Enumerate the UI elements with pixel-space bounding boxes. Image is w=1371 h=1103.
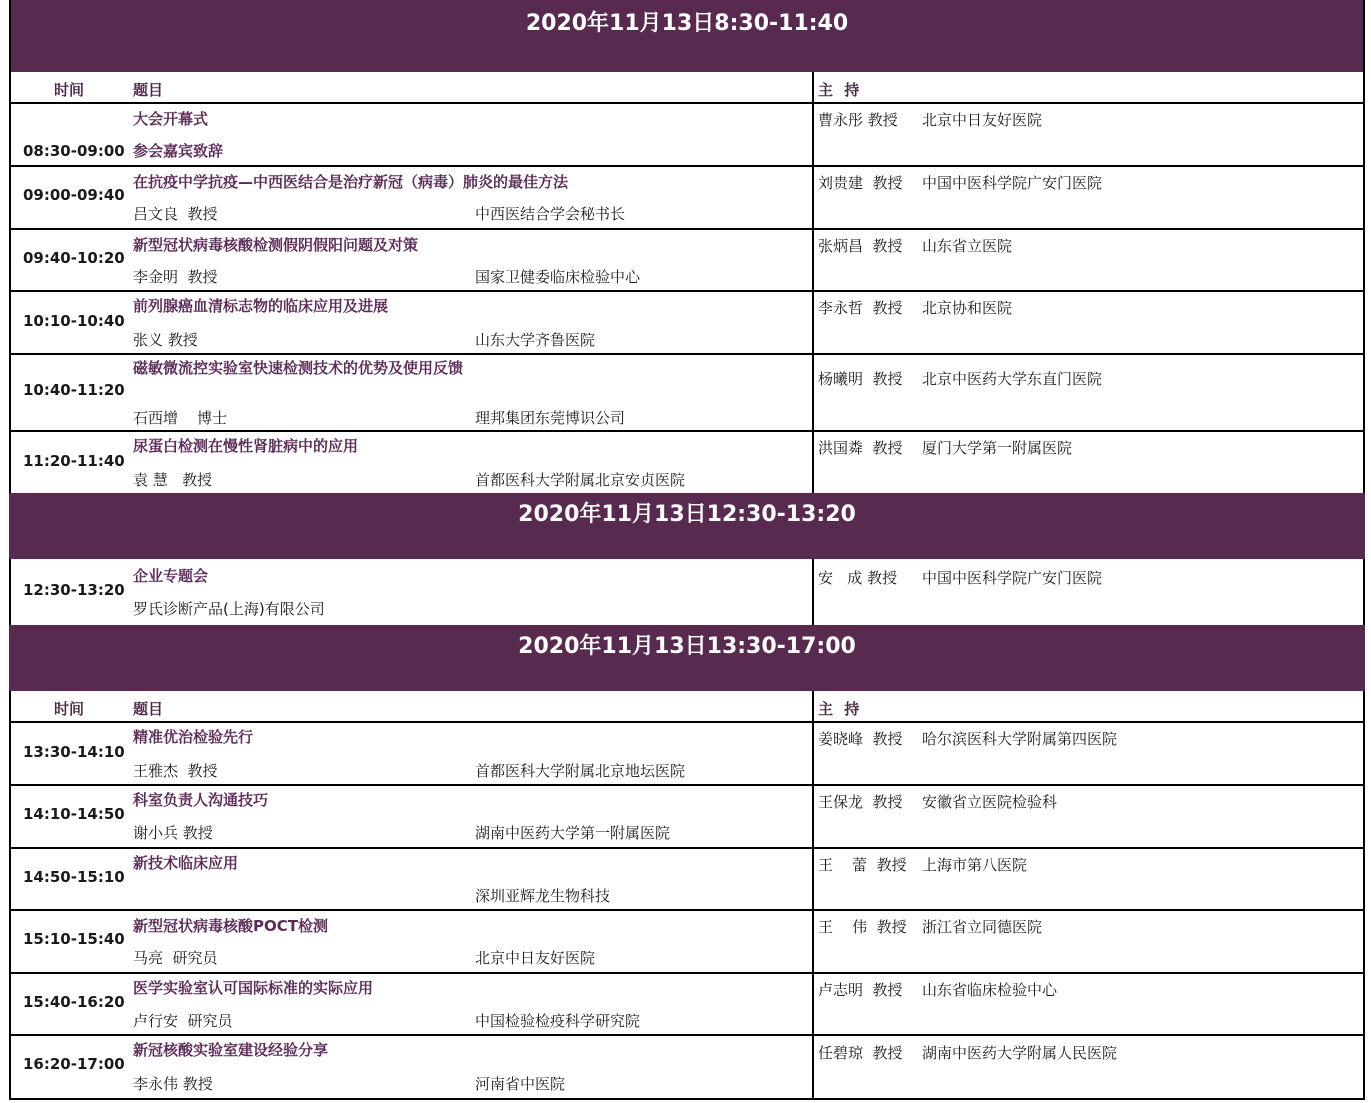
row-host-institution: 上海市第八医院 xyxy=(922,856,1028,874)
session-banner xyxy=(9,493,1365,559)
schedule-row xyxy=(9,432,1365,493)
row-host-name: 王 伟 教授 xyxy=(818,918,907,936)
row-time: 14:10-14:50 xyxy=(23,805,125,823)
header-topic: 题目 xyxy=(133,81,164,99)
row-host-name: 张炳昌 教授 xyxy=(818,237,903,255)
row-title: 新冠核酸实验室建设经验分享 xyxy=(133,1041,329,1059)
row-host-name: 卢志明 教授 xyxy=(818,981,903,999)
row-title: 新技术临床应用 xyxy=(133,854,239,872)
row-time: 15:40-16:20 xyxy=(23,993,125,1011)
table-border xyxy=(9,691,11,1100)
row-speaker: 李永伟 教授 xyxy=(133,1075,213,1093)
row-affiliation: 湖南中医药大学第一附属医院 xyxy=(475,824,671,842)
row-speaker: 石西增 博士 xyxy=(133,409,228,427)
session-title: 2020年11月13日12:30-13:20 xyxy=(518,502,856,527)
row-time: 12:30-13:20 xyxy=(23,581,125,599)
conference-schedule xyxy=(9,0,1365,1103)
row-host-name: 任碧琼 教授 xyxy=(818,1044,903,1062)
table-border xyxy=(9,72,11,493)
row-speaker: 袁 慧 教授 xyxy=(133,471,213,489)
header-host: 主 持 xyxy=(818,700,863,718)
row-affiliation: 河南省中医院 xyxy=(475,1075,566,1093)
schedule-row xyxy=(9,974,1365,1034)
row-title: 精准优治检验先行 xyxy=(133,728,254,746)
row-title: 磁敏微流控实验室快速检测技术的优势及使用反馈 xyxy=(133,359,464,377)
schedule-row xyxy=(9,786,1365,847)
row-host-name: 刘贵建 教授 xyxy=(818,174,903,192)
row-host-institution: 安徽省立医院检验科 xyxy=(922,793,1058,811)
row-host-institution: 北京中日友好医院 xyxy=(922,111,1043,129)
table-border xyxy=(1363,0,1365,72)
row-host-institution: 浙江省立同德医院 xyxy=(922,918,1043,936)
header-topic: 题目 xyxy=(133,700,164,718)
row-host-institution: 山东省立医院 xyxy=(922,237,1013,255)
row-speaker: 罗氏诊断产品(上海)有限公司 xyxy=(133,600,325,618)
row-title: 参会嘉宾致辞 xyxy=(133,142,224,160)
session-banner xyxy=(9,625,1365,691)
row-time: 15:10-15:40 xyxy=(23,930,125,948)
table-border xyxy=(1363,559,1365,625)
row-host-institution: 中国中医科学院广安门医院 xyxy=(922,569,1103,587)
row-time: 09:00-09:40 xyxy=(23,186,125,204)
schedule-row xyxy=(9,559,1365,625)
header-host: 主 持 xyxy=(818,81,863,99)
row-time: 14:50-15:10 xyxy=(23,868,125,886)
row-host-name: 姜晓峰 教授 xyxy=(818,730,903,748)
row-title: 前列腺癌血清标志物的临床应用及进展 xyxy=(133,297,389,315)
row-title: 企业专题会 xyxy=(133,567,209,585)
row-affiliation: 中西医结合学会秘书长 xyxy=(475,205,626,223)
schedule-row xyxy=(9,104,1365,165)
row-affiliation: 国家卫健委临床检验中心 xyxy=(475,268,641,286)
row-time: 08:30-09:00 xyxy=(23,142,125,160)
row-affiliation: 北京中日友好医院 xyxy=(475,949,596,967)
row-host-institution: 北京协和医院 xyxy=(922,299,1013,317)
schedule-row xyxy=(9,723,1365,784)
table-border xyxy=(9,559,11,625)
schedule-row xyxy=(9,849,1365,909)
row-time: 16:20-17:00 xyxy=(23,1055,125,1073)
column-divider xyxy=(812,691,814,1100)
schedule-row xyxy=(9,355,1365,430)
table-border xyxy=(1363,691,1365,1100)
row-host-institution: 哈尔滨医科大学附属第四医院 xyxy=(922,730,1118,748)
row-speaker: 王雅杰 教授 xyxy=(133,762,218,780)
row-divider xyxy=(9,1098,1365,1100)
row-host-name: 洪国粦 教授 xyxy=(818,439,903,457)
table-header xyxy=(9,691,1365,722)
schedule-row xyxy=(9,911,1365,972)
row-host-name: 安 成 教授 xyxy=(818,569,898,587)
row-affiliation: 理邦集团东莞博识公司 xyxy=(475,409,626,427)
schedule-row xyxy=(9,1036,1365,1098)
header-time: 时间 xyxy=(54,700,85,718)
session-title: 2020年11月13日13:30-17:00 xyxy=(518,634,856,659)
column-divider xyxy=(812,72,814,493)
table-border xyxy=(1363,72,1365,493)
header-time: 时间 xyxy=(54,81,85,99)
row-host-institution: 湖南中医药大学附属人民医院 xyxy=(922,1044,1118,1062)
session-banner xyxy=(9,0,1365,72)
row-time: 10:10-10:40 xyxy=(23,312,125,330)
row-affiliation: 首都医科大学附属北京安贞医院 xyxy=(475,471,686,489)
row-title: 新型冠状病毒核酸检测假阴假阳问题及对策 xyxy=(133,236,419,254)
row-speaker: 张义 教授 xyxy=(133,331,198,349)
row-title: 医学实验室认可国际标准的实际应用 xyxy=(133,979,374,997)
row-time: 11:20-11:40 xyxy=(23,452,125,470)
row-host-name: 杨曦明 教授 xyxy=(818,370,903,388)
row-affiliation: 深圳亚辉龙生物科技 xyxy=(475,887,611,905)
row-speaker: 谢小兵 教授 xyxy=(133,824,213,842)
row-host-name: 李永哲 教授 xyxy=(818,299,903,317)
schedule-row xyxy=(9,292,1365,353)
row-time: 09:40-10:20 xyxy=(23,249,125,267)
row-host-name: 王 蕾 教授 xyxy=(818,856,907,874)
row-title: 尿蛋白检测在慢性肾脏病中的应用 xyxy=(133,437,359,455)
schedule-row xyxy=(9,230,1365,290)
row-host-institution: 厦门大学第一附属医院 xyxy=(922,439,1073,457)
row-title: 新型冠状病毒核酸POCT检测 xyxy=(133,917,328,935)
row-time: 13:30-14:10 xyxy=(23,743,125,761)
row-title: 科室负责人沟通技巧 xyxy=(133,791,269,809)
column-divider xyxy=(812,559,814,625)
row-speaker: 马亮 研究员 xyxy=(133,949,218,967)
row-affiliation: 首都医科大学附属北京地坛医院 xyxy=(475,762,686,780)
row-host-name: 王保龙 教授 xyxy=(818,793,903,811)
schedule-row xyxy=(9,167,1365,228)
row-host-institution: 山东省临床检验中心 xyxy=(922,981,1058,999)
session-title: 2020年11月13日8:30-11:40 xyxy=(525,11,849,36)
table-header xyxy=(9,72,1365,103)
row-speaker: 卢行安 研究员 xyxy=(133,1012,233,1030)
row-speaker: 李金明 教授 xyxy=(133,268,218,286)
row-speaker: 吕文良 教授 xyxy=(133,205,218,223)
table-border xyxy=(9,0,11,72)
row-host-name: 曹永彤 教授 xyxy=(818,111,898,129)
row-host-institution: 北京中医药大学东直门医院 xyxy=(922,370,1103,388)
row-time: 10:40-11:20 xyxy=(23,381,125,399)
row-title: 大会开幕式 xyxy=(133,110,209,128)
row-host-institution: 中国中医科学院广安门医院 xyxy=(922,174,1103,192)
row-title: 在抗疫中学抗疫—中西医结合是治疗新冠（病毒）肺炎的最佳方法 xyxy=(133,173,569,191)
row-affiliation: 中国检验检疫科学研究院 xyxy=(475,1012,641,1030)
row-affiliation: 山东大学齐鲁医院 xyxy=(475,331,596,349)
